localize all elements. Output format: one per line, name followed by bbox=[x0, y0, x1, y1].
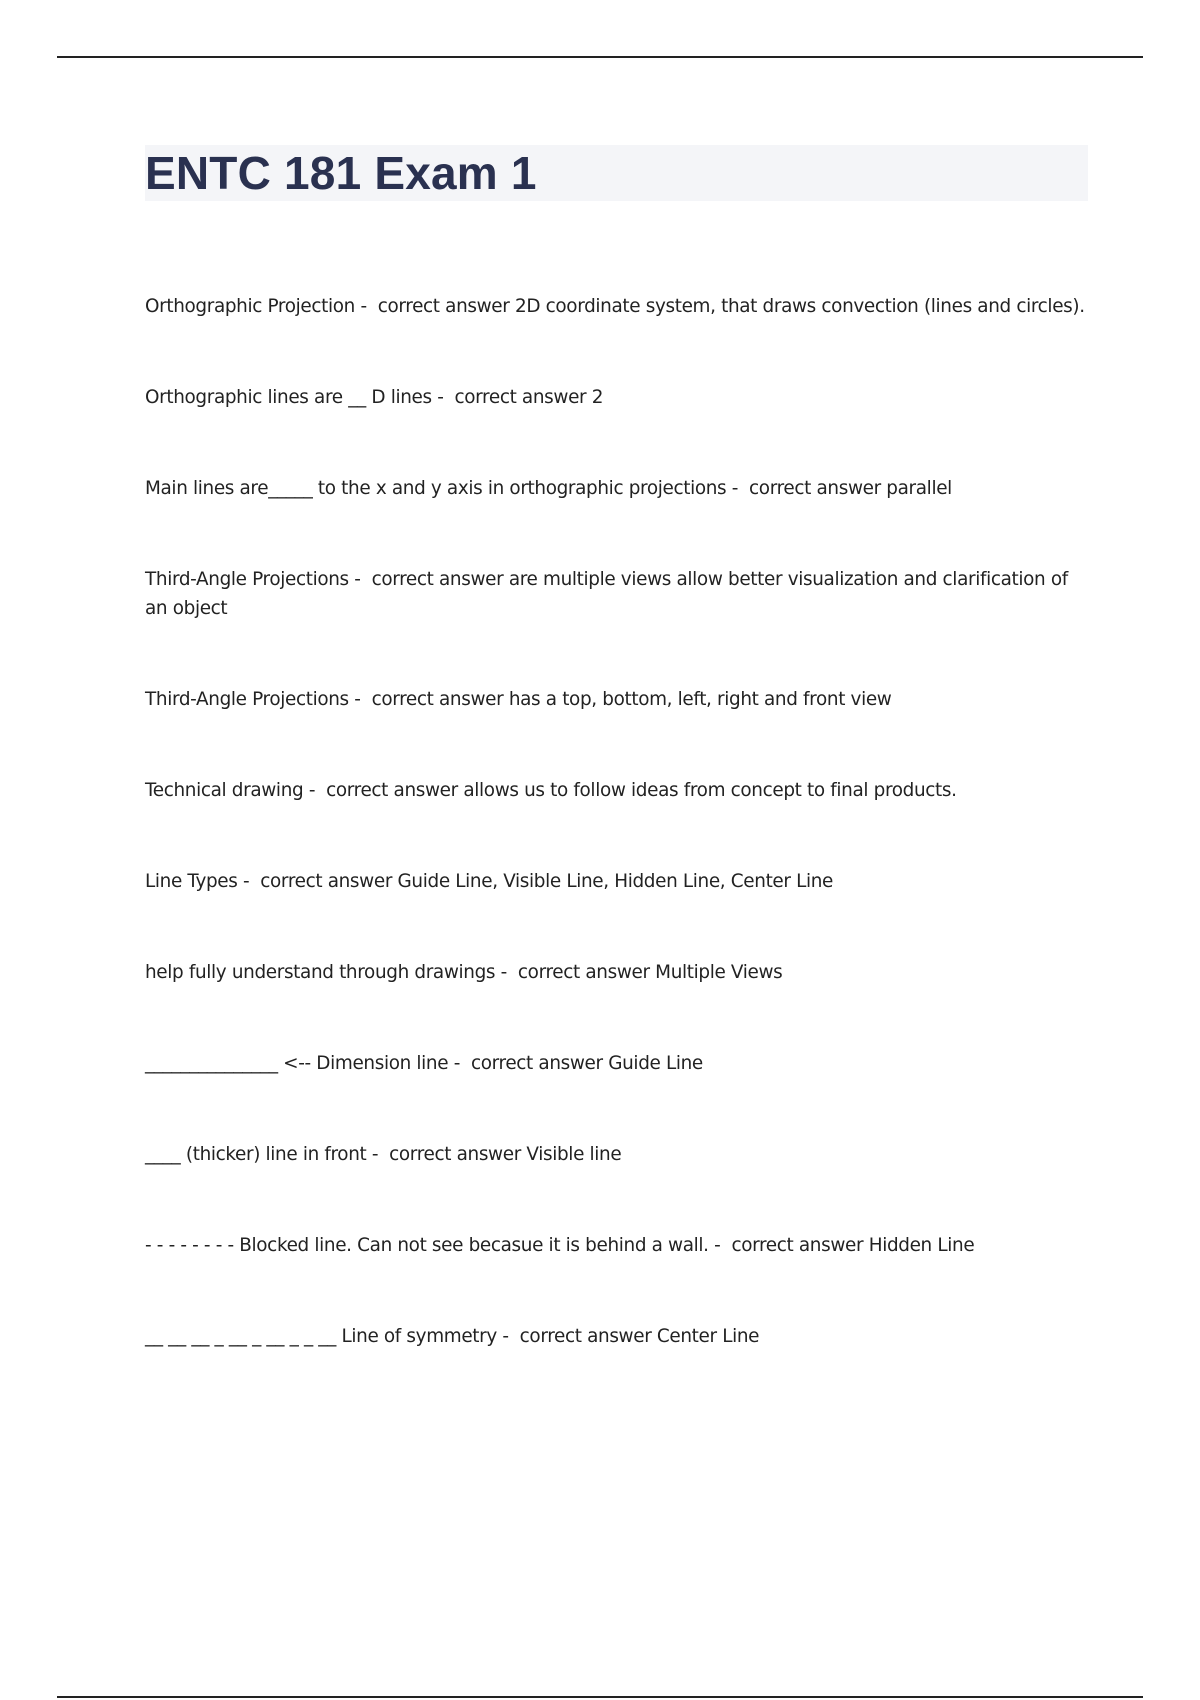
list-item: - - - - - - - - Blocked line. Can not see becasue it is behind a wall. - correct answer Hidden Line bbox=[145, 1235, 975, 1256]
list-item: Orthographic lines are __ D lines - correct answer 2 bbox=[145, 387, 604, 408]
list-item: Line Types - correct answer Guide Line, Visible Line, Hidden Line, Center Line bbox=[145, 871, 834, 892]
header-rule bbox=[57, 56, 1143, 58]
list-item: help fully understand through drawings - correct answer Multiple Views bbox=[145, 962, 783, 983]
list-item: __ __ __ _ __ _ __ _ _ __ Line of symmetry - correct answer Center Line bbox=[145, 1326, 760, 1347]
list-item: Main lines are_____ to the x and y axis in orthographic projections - correct answer parallel bbox=[145, 478, 952, 499]
list-item: Third-Angle Projections - correct answer has a top, bottom, left, right and front view bbox=[145, 689, 892, 710]
list-item: Orthographic Projection - correct answer 2D coordinate system, that draws convection (lines and circles). bbox=[145, 296, 1085, 317]
list-item: Third-Angle Projections - correct answer are multiple views allow better visualization and clarification of an object bbox=[145, 569, 1074, 619]
list-item: ____ (thicker) line in front - correct answer Visible line bbox=[145, 1144, 622, 1165]
question-answer-list bbox=[145, 292, 1090, 1351]
list-item: Technical drawing - correct answer allows us to follow ideas from concept to final products. bbox=[145, 780, 957, 801]
page-title: ENTC 181 Exam 1 bbox=[145, 147, 537, 199]
footer-rule bbox=[57, 1696, 1143, 1698]
list-item: _______________ <-- Dimension line - correct answer Guide Line bbox=[145, 1053, 703, 1074]
